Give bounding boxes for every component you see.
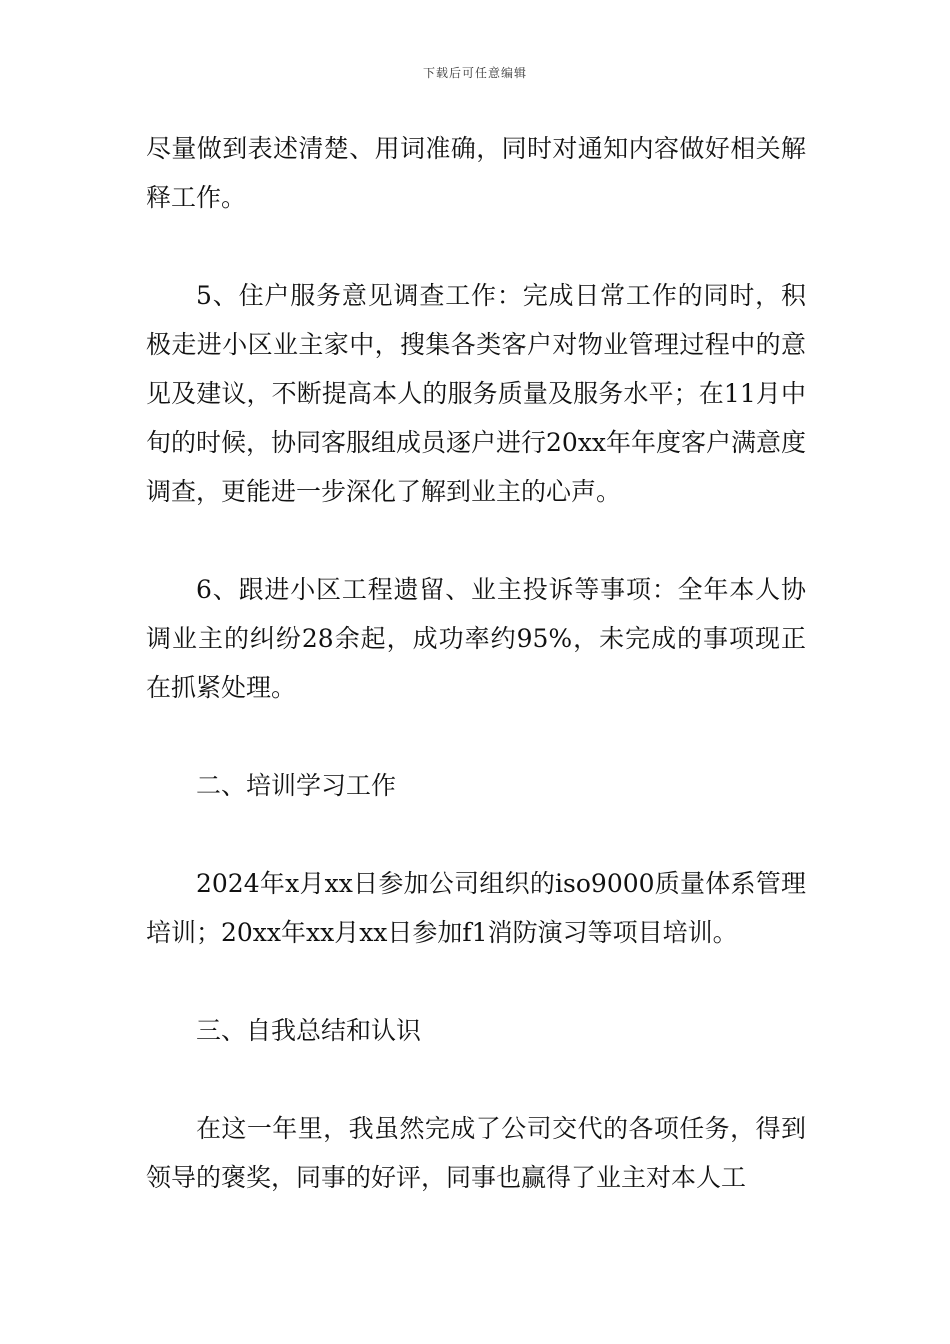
paragraph-self-summary: 在这一年里，我虽然完成了公司交代的各项任务，得到领导的褒奖，同事的好评，同事也赢得了业主对本人工 [146, 1114, 806, 1192]
paragraph-continuation: 尽量做到表述清楚、用词准确，同时对通知内容做好相关解释工作。 [146, 134, 806, 212]
paragraph-training: 2024年x月xx日参加公司组织的iso9000质量体系管理培训；20xx年xx月xx日参加f1消防演习等项目培训。 [146, 869, 806, 947]
section-heading-self-summary: 三、自我总结和认识 [196, 1016, 422, 1045]
document-body [146, 124, 806, 1202]
page-header: 下载后可任意编辑 [422, 66, 527, 80]
section-heading-training: 二、培训学习工作 [196, 771, 397, 800]
paragraph-item-5: 5、住户服务意见调查工作：完成日常工作的同时，积极走进小区业主家中，搜集各类客户对物业管理过程中的意见及建议，不断提高本人的服务质量及服务水平；在11月中旬的时候，协同客服组成员逐户进行20xx年年度客户满意度调查，更能进一步深化了解到业主的心声。 [146, 281, 807, 506]
paragraph-item-6: 6、跟进小区工程遗留、业主投诉等事项：全年本人协调业主的纠纷28余起，成功率约95%，未完成的事项现正在抓紧处理。 [146, 575, 806, 702]
